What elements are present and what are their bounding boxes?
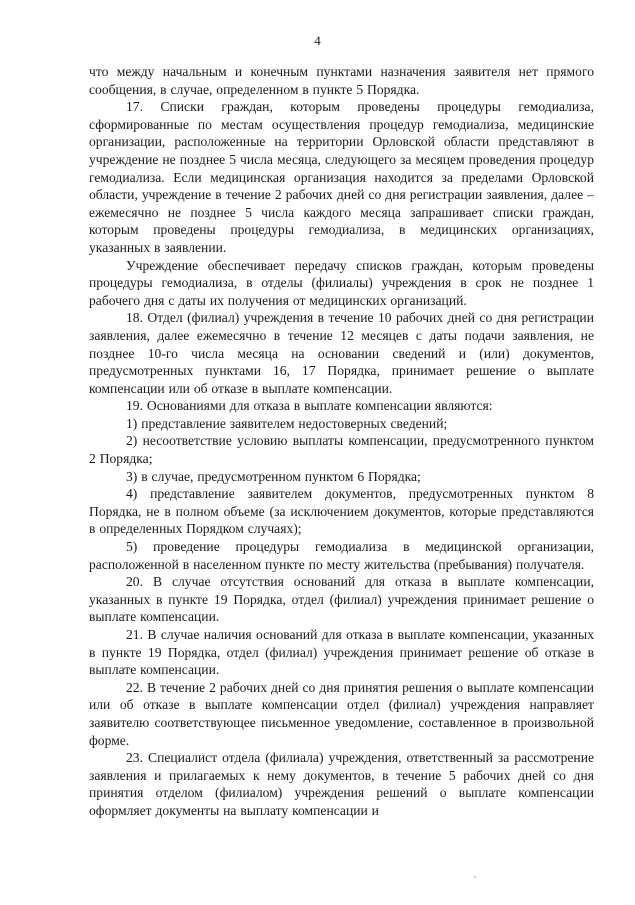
paragraph-item-17: 17. Списки граждан, которым проведены процедуры гемодиализа, сформированные по местам осуществления процедур гемодиализа, медицинские организации, расположенные на территории Орловской области представляют в учреждение не позднее 5 числа месяца, следующего за месяцем проведения процедур гемодиализа. Если медицинская организация находится за пределами Орловской области, учреждение в течение 2 рабочих дней со дня регистрации заявления, далее – ежемесячно не позднее 5 числа каждого месяца запрашивает списки граждан, которым проведены процедуры гемодиализа, в медицинских организациях, указанных в заявлении.	[89, 99, 594, 255]
paragraph-item-18: 18. Отдел (филиал) учреждения в течение 10 рабочих дней со дня регистрации заявления, далее ежемесячно в течение 12 месяцев с даты подачи заявления, не позднее 10-го числа месяца на основании сведений и (или) документов, предусмотренных пунктами 16, 17 Порядка, принимает решение о выплате компенсации или об отказе в выплате компенсации.	[89, 310, 594, 396]
paragraph-item-22: 22. В течение 2 рабочих дней со дня принятия решения о выплате компенсации или об отказе в выплате компенсации отдел (филиал) учреждения направляет заявителю соответствующее письменное уведомление, составленное в произвольной форме.	[89, 679, 594, 748]
paragraph-item-19-sub-4: 4) представление заявителем документов, предусмотренных пунктом 8 Порядка, не в полном объеме (за исключением документов, которые представляются в определенных Порядком случаях);	[89, 486, 594, 537]
page-number: 4	[314, 33, 321, 48]
paragraph-continuation: что между начальным и конечным пунктами назначения заявителя нет прямого сообщения, в случае, определенном в пункте 5 Порядка.	[89, 64, 594, 97]
paragraph-item-19-sub-5: 5) проведение процедуры гемодиализа в медицинской организации, расположенной в населенном пункте по месту жительства (пребывания) получателя.	[89, 539, 594, 572]
paragraph-item-21: 21. В случае наличия оснований для отказа в выплате компенсации, указанных в пункте 19 Порядка, отдел (филиал) учреждения принимает решение об отказе в выплате компенсации.	[89, 627, 594, 678]
paragraph-item-19-sub-1: 1) представление заявителем недостоверных сведений;	[126, 415, 448, 431]
paragraph-item-23: 23. Специалист отдела (филиала) учреждения, ответственный за рассмотрение заявления и прилагаемых к нему документов, в течение 5 рабочих дней со дня принятия отделом (филиалом) учреждения решений о выплате компенсации оформляет документы на выплату компенсации и	[89, 750, 594, 818]
paragraph-item-17-transfer: Учреждение обеспечивает передачу списков граждан, которым проведены процедуры гемодиализа, в отделы (филиалы) учреждения в срок не позднее 1 рабочего дня с даты их получения от медицинских организаций.	[89, 257, 594, 308]
paragraph-item-19: 19. Основаниями для отказа в выплате компенсации являются:	[126, 398, 493, 414]
scan-speck	[474, 876, 476, 878]
paragraph-item-19-sub-3: 3) в случае, предусмотренном пунктом 6 Порядка;	[126, 468, 421, 484]
paragraph-item-19-sub-2: 2) несоответствие условию выплаты компенсации, предусмотренного пунктом 2 Порядка;	[89, 433, 594, 467]
paragraph-item-20: 20. В случае отсутствия оснований для отказа в выплате компенсации, указанных в пункте 19 Порядка, отдел (филиал) учреждения принимает решение о выплате компенсации.	[89, 574, 594, 625]
document-body	[89, 63, 594, 820]
